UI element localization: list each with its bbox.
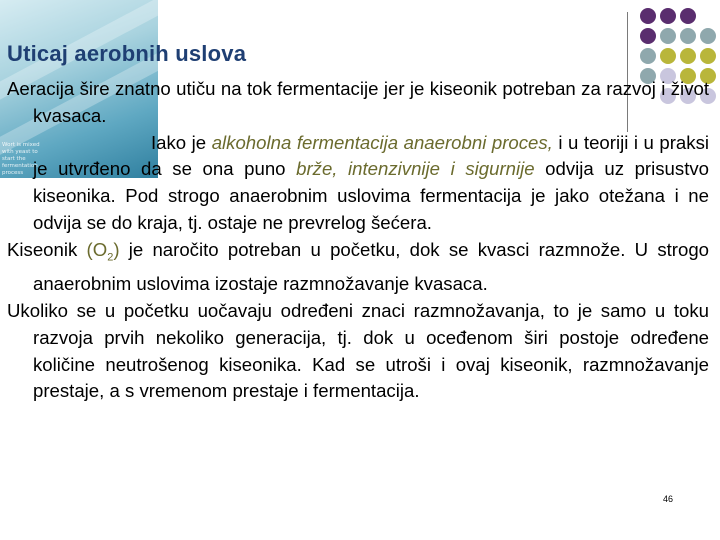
oxygen-formula-prefix: (O bbox=[86, 238, 108, 260]
paragraph-oxygen-lead: Kiseonik bbox=[7, 238, 87, 260]
paragraph-anaerobic-tail: odvija uz prisustvo kiseonika. Pod strogo anaerobnim uslovima fermentacija je jako otežana i ne odvija se do kraja, tj. ostaje ne prevrelog šećera. bbox=[33, 158, 709, 233]
slide-title: Uticaj aerobnih uslova bbox=[7, 41, 247, 66]
decorative-dot bbox=[640, 28, 656, 44]
paragraph-oxygen bbox=[7, 237, 709, 298]
paragraph-aeration-text: Aeracija šire znatno utiču na tok fermentacije jer je kiseonik potreban za razvoj i život kvasaca. bbox=[7, 78, 709, 126]
paragraph-reproduction-text: Ukoliko se u početku uočavaju određeni znaci razmnožavanja, to je samo u toku razvoja prvih nekoliko generacija, tj. dok u oceđenom širi postoje određene količine neutrošenog kiseonika. Kad se utroši i ovaj kiseonik, razmnožavanje prestaje, a s vremenom prestaje i fermentacija. bbox=[7, 300, 709, 402]
emphasis-faster: brže, intenzivnije i sigurnije bbox=[296, 158, 535, 180]
paragraph-anaerobic bbox=[7, 130, 709, 237]
emphasis-anaerobic-process: alkoholna fermentacija anaerobni proces, bbox=[211, 131, 553, 153]
decorative-dot bbox=[680, 28, 696, 44]
decorative-dot bbox=[660, 28, 676, 44]
paragraph-anaerobic-mid: i u teoriji i u praksi je utvrđeno da se ona puno bbox=[33, 131, 709, 180]
decorative-dot bbox=[660, 8, 676, 24]
decorative-dot bbox=[700, 48, 716, 64]
decorative-dot bbox=[640, 8, 656, 24]
oxygen-formula bbox=[86, 238, 120, 264]
decorative-dot bbox=[640, 48, 656, 64]
decorative-dot bbox=[680, 48, 696, 64]
page-number: 46 bbox=[663, 494, 674, 504]
photo-caption: Wort is mixed with yeast to start the fermentation process bbox=[2, 142, 40, 176]
paragraph-aeration bbox=[7, 76, 709, 130]
decorative-dot bbox=[700, 28, 716, 44]
slide-body bbox=[7, 76, 709, 405]
paragraph-anaerobic-lead: Iako je bbox=[151, 131, 212, 153]
decorative-dot bbox=[680, 8, 696, 24]
decorative-dot bbox=[660, 48, 676, 64]
oxygen-formula-subscript: 2 bbox=[107, 251, 114, 264]
paragraph-oxygen-tail: je naročito potreban u početku, dok se kvasci razmnože. U strogo anaerobnim uslovima izostaje razmnožavanje kvasaca. bbox=[33, 238, 709, 295]
oxygen-formula-suffix: ) bbox=[113, 238, 120, 260]
paragraph-reproduction bbox=[7, 298, 709, 405]
